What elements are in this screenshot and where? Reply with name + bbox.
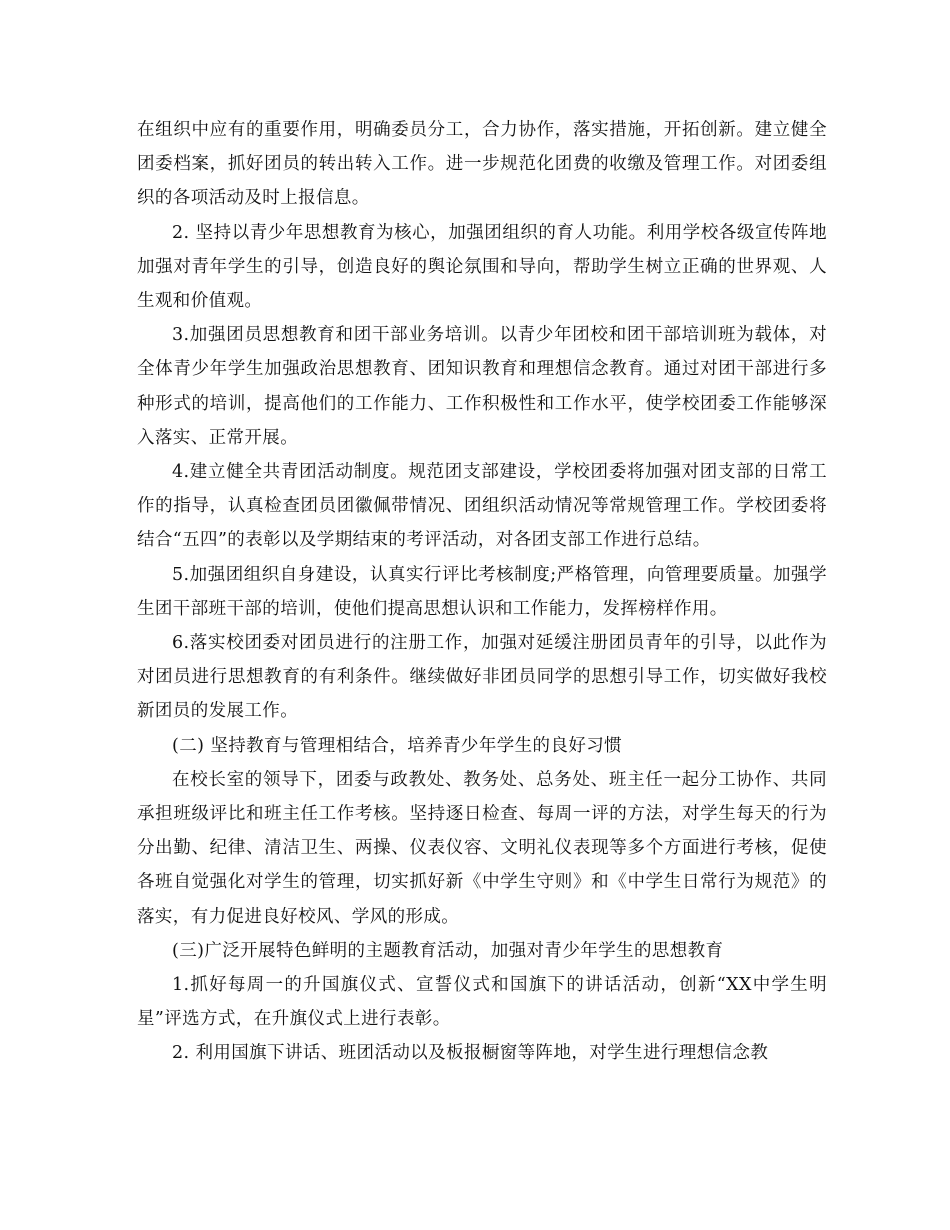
paragraph-item-2: 2. 坚持以青少年思想教育为核心，加强团组织的育人功能。利用学校各级宣传阵地加强对青年学生的引导，创造良好的舆论氛围和导向，帮助学生树立正确的世界观、人生观和价值观。 [137,222,827,312]
section-heading-2: (二) 坚持教育与管理相结合，培养青少年学生的良好习惯 [172,735,623,756]
paragraph-section-3-item-1: 1.抓好每周一的升国旗仪式、宣誓仪式和国旗下的讲话活动，创新“XX中学生明星”评选方式，在升旗仪式上进行表彰。 [137,975,827,1030]
paragraph-section-2-body: 在校长室的领导下，团委与政教处、教务处、总务处、班主任一起分工协作、共同承担班级评比和班主任工作考核。坚持逐日检查、每周一评的方法，对学生每天的行为分出勤、纪律、清洁卫生、两操、仪表仪容、文明礼仪表现等多个方面进行考核，促使各班自觉强化对学生的管理，切实抓好新《中学生守则》和《中学生日常行为规范》的落实，有力促进良好校风、学风的形成。 [137,769,827,927]
section-heading-3: (三)广泛开展特色鲜明的主题教育活动，加强对青少年学生的思想教育 [172,940,724,961]
paragraph-item-3: 3.加强团员思想教育和团干部业务培训。以青少年团校和团干部培训班为载体，对全体青少年学生加强政治思想教育、团知识教育和理想信念教育。通过对团干部进行多种形式的培训，提高他们的工作能力、工作积极性和工作水平，使学校团委工作能够深入落实、正常开展。 [137,325,827,448]
paragraph-item-4: 4.建立健全共青团活动制度。规范团支部建设，学校团委将加强对团支部的日常工作的指导，认真检查团员团徽佩带情况、团组织活动情况等常规管理工作。学校团委将结合“五四”的表彰以及学期结束的考评活动，对各团支部工作进行总结。 [137,462,827,551]
paragraph-item-5: 5.加强团组织自身建设，认真实行评比考核制度;严格管理，向管理要质量。加强学生团干部班干部的培训，使他们提高思想认识和工作能力，发挥榜样作用。 [137,564,827,619]
paragraph-section-3-item-2: 2. 利用国旗下讲话、班团活动以及板报橱窗等阵地，对学生进行理想信念教 [172,1043,769,1064]
paragraph-item-6: 6.落实校团委对团员进行的注册工作，加强对延缓注册团员青年的引导，以此作为对团员进行思想教育的有利条件。继续做好非团员同学的思想引导工作，切实做好我校新团员的发展工作。 [137,633,827,722]
document-body [137,113,827,1071]
paragraph-continuation: 在组织中应有的重要作用，明确委员分工，合力协作，落实措施，开拓创新。建立健全团委档案，抓好团员的转出转入工作。进一步规范化团费的收缴及管理工作。对团委组织的各项活动及时上报信息。 [137,120,827,209]
